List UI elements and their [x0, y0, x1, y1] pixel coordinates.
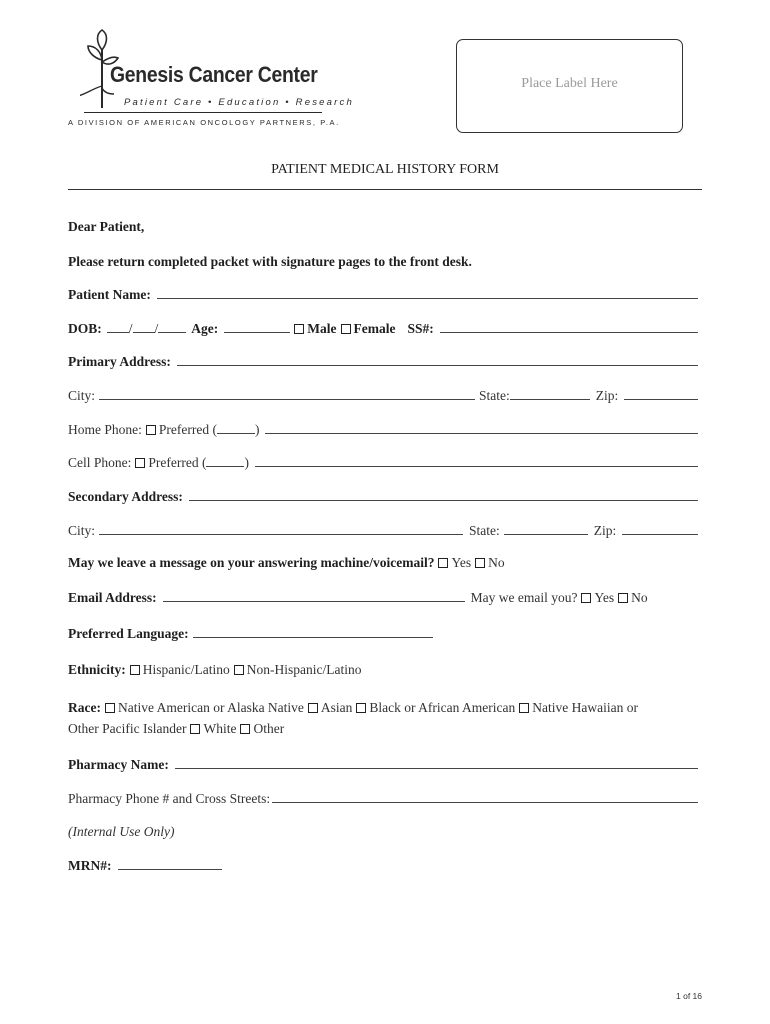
race-pacific-label: Other Pacific Islander	[68, 721, 187, 736]
voicemail-yes-checkbox[interactable]	[438, 558, 448, 568]
ssn-label: SS#:	[407, 321, 434, 336]
cell-phone-row: Cell Phone: Preferred ( )	[68, 454, 698, 472]
dob-month-field[interactable]	[107, 320, 129, 333]
city2-label: City:	[68, 523, 96, 538]
race-black-label: Black or African American	[369, 700, 516, 715]
org-tagline: Patient Care • Education • Research	[124, 97, 354, 108]
mrn-field[interactable]	[118, 857, 222, 870]
city2-row	[68, 522, 698, 540]
internal-use-row	[68, 824, 698, 842]
language-label: Preferred Language:	[68, 626, 189, 641]
race-native-american-checkbox[interactable]	[105, 703, 115, 713]
email-question: May we email you?	[470, 590, 578, 605]
patient-name-field[interactable]	[157, 286, 698, 299]
email-row	[68, 589, 698, 607]
division-text: A DIVISION OF AMERICAN ONCOLOGY PARTNERS, P.A.	[68, 118, 340, 127]
mrn-row	[68, 857, 698, 875]
state-field[interactable]	[510, 387, 590, 400]
home-phone-field[interactable]	[265, 421, 698, 434]
race-native-american-label: Native American or Alaska Native	[117, 700, 304, 715]
non-hispanic-checkbox[interactable]	[234, 665, 244, 675]
email-label: Email Address:	[68, 590, 157, 605]
label-placeholder-text: Place Label Here	[521, 76, 618, 91]
secondary-address-row	[68, 488, 698, 506]
primary-address-label: Primary Address:	[68, 354, 171, 369]
pharmacy-phone-field[interactable]	[272, 790, 698, 803]
patient-name-row	[68, 286, 698, 304]
zip-field[interactable]	[624, 387, 698, 400]
cell-preferred-label: Preferred (	[148, 455, 207, 470]
female-label: Female	[353, 321, 396, 336]
instruction: Please return completed packet with signature pages to the front desk.	[68, 254, 472, 269]
race-other-label: Other	[253, 721, 285, 736]
race-white-label: White	[203, 721, 237, 736]
email-no-label: No	[631, 590, 648, 605]
ethnicity-row	[68, 662, 698, 680]
home-preferred-label: Preferred (	[158, 422, 217, 437]
home-preferred-checkbox[interactable]	[146, 425, 156, 435]
cell-preferred-field[interactable]	[206, 454, 244, 467]
state-label: State:	[479, 388, 510, 403]
cell-phone-label: Cell Phone:	[68, 455, 132, 470]
hispanic-checkbox[interactable]	[130, 665, 140, 675]
age-field[interactable]	[224, 320, 290, 333]
voicemail-row	[68, 555, 698, 573]
internal-use-label: (Internal Use Only)	[68, 824, 175, 839]
race-asian-label: Asian	[320, 700, 353, 715]
email-field[interactable]	[163, 589, 465, 602]
state2-field[interactable]	[504, 522, 588, 535]
page-number: 1 of 16	[676, 991, 702, 1001]
patient-name-label: Patient Name:	[68, 287, 151, 302]
pharmacy-name-row	[68, 756, 698, 774]
language-row	[68, 625, 698, 643]
male-label: Male	[307, 321, 337, 336]
email-yes-label: Yes	[594, 590, 615, 605]
home-phone-row: Home Phone: Preferred ( )	[68, 421, 698, 439]
title-divider	[68, 189, 702, 190]
mrn-label: MRN#:	[68, 858, 112, 873]
zip2-field[interactable]	[622, 522, 698, 535]
city2-field[interactable]	[99, 522, 463, 535]
age-label: Age:	[191, 321, 219, 336]
zip-label: Zip:	[595, 388, 619, 403]
race-hawaiian-label: Native Hawaiian or	[532, 700, 638, 715]
race-black-checkbox[interactable]	[356, 703, 366, 713]
secondary-address-field[interactable]	[189, 488, 698, 501]
form-title: PATIENT MEDICAL HISTORY FORM	[271, 162, 499, 177]
dob-day-field[interactable]	[133, 320, 155, 333]
pharmacy-name-label: Pharmacy Name:	[68, 757, 169, 772]
voicemail-no-label: No	[488, 555, 505, 570]
greeting: Dear Patient,	[68, 219, 145, 234]
pharmacy-phone-row	[68, 790, 698, 808]
zip2-label: Zip:	[593, 523, 617, 538]
race-other-checkbox[interactable]	[240, 724, 250, 734]
male-checkbox[interactable]	[294, 324, 304, 334]
voicemail-question: May we leave a message on your answering machine/voicemail?	[68, 555, 435, 570]
voicemail-yes-label: Yes	[451, 555, 472, 570]
race-white-checkbox[interactable]	[190, 724, 200, 734]
non-hispanic-label: Non-Hispanic/Latino	[246, 662, 362, 677]
voicemail-no-checkbox[interactable]	[475, 558, 485, 568]
primary-address-row	[68, 353, 698, 371]
email-yes-checkbox[interactable]	[581, 593, 591, 603]
pharmacy-name-field[interactable]	[175, 756, 698, 769]
logo-divider	[84, 112, 322, 113]
race-row-2	[68, 721, 698, 739]
secondary-address-label: Secondary Address:	[68, 489, 183, 504]
dob-row: DOB: / / Age: Male Female SS#:	[68, 320, 698, 338]
home-phone-label: Home Phone:	[68, 422, 142, 437]
ethnicity-label: Ethnicity:	[68, 662, 126, 677]
hispanic-label: Hispanic/Latino	[142, 662, 230, 677]
race-asian-checkbox[interactable]	[308, 703, 318, 713]
dob-year-field[interactable]	[158, 320, 186, 333]
dob-label: DOB:	[68, 321, 102, 336]
ssn-field[interactable]	[440, 320, 698, 333]
primary-address-field[interactable]	[177, 353, 698, 366]
race-label: Race:	[68, 700, 101, 715]
home-preferred-field[interactable]	[217, 421, 255, 434]
language-field[interactable]	[193, 625, 433, 638]
female-checkbox[interactable]	[341, 324, 351, 334]
race-row	[68, 700, 698, 718]
race-hawaiian-checkbox[interactable]	[519, 703, 529, 713]
cell-preferred-checkbox[interactable]	[135, 458, 145, 468]
city-row	[68, 387, 698, 405]
email-no-checkbox[interactable]	[618, 593, 628, 603]
label-placeholder-box	[456, 39, 683, 133]
city-label: City:	[68, 388, 96, 403]
city-field[interactable]	[99, 387, 475, 400]
org-name: Genesis Cancer Center	[110, 62, 318, 87]
cell-phone-field[interactable]	[255, 454, 698, 467]
state2-label: State:	[469, 523, 500, 538]
pharmacy-phone-label: Pharmacy Phone # and Cross Streets:	[68, 791, 271, 806]
